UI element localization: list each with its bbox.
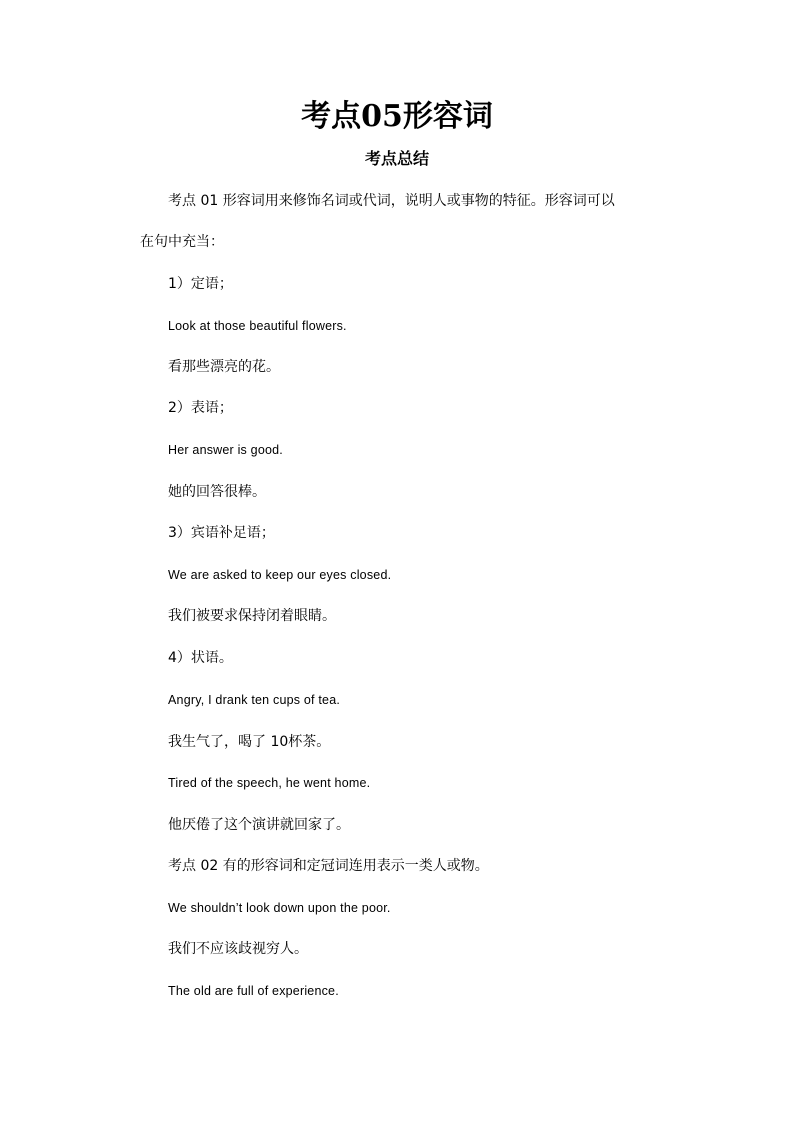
example-english: Tired of the speech, he went home. bbox=[168, 776, 371, 790]
example-chinese: 我们不应该歧视穷人。 bbox=[168, 941, 308, 957]
usage-attributive: 1）定语； bbox=[168, 276, 233, 292]
point-01-intro: 考点 01 形容词用来修饰名词或代词，说明人或事物的特征。形容词可以 bbox=[168, 193, 615, 209]
point-02-intro: 考点 02 有的形容词和定冠词连用表示一类人或物。 bbox=[168, 858, 489, 874]
section-heading: 考点总结 bbox=[364, 149, 429, 168]
page-title: 考点05形容词 bbox=[301, 99, 493, 134]
usage-adverbial: 4）状语。 bbox=[168, 650, 233, 666]
example-english: The old are full of experience. bbox=[168, 984, 339, 998]
example-english: We are asked to keep our eyes closed. bbox=[168, 568, 392, 582]
example-chinese: 我生气了，喝了 10杯茶。 bbox=[168, 734, 331, 750]
example-chinese: 她的回答很棒。 bbox=[168, 484, 266, 500]
example-chinese: 我们被要求保持闭着眼睛。 bbox=[168, 608, 336, 624]
usage-object-complement: 3）宾语补足语； bbox=[168, 525, 275, 541]
example-english: Look at those beautiful flowers. bbox=[168, 319, 347, 333]
point-01-intro-continued: 在句中充当： bbox=[140, 234, 224, 250]
usage-predicative: 2）表语； bbox=[168, 400, 233, 416]
example-chinese: 看那些漂亮的花。 bbox=[168, 359, 280, 375]
example-english: Her answer is good. bbox=[168, 443, 283, 457]
example-english: Angry, I drank ten cups of tea. bbox=[168, 693, 341, 707]
example-english: We shouldn’t look down upon the poor. bbox=[168, 901, 391, 915]
example-chinese: 他厌倦了这个演讲就回家了。 bbox=[168, 817, 350, 833]
